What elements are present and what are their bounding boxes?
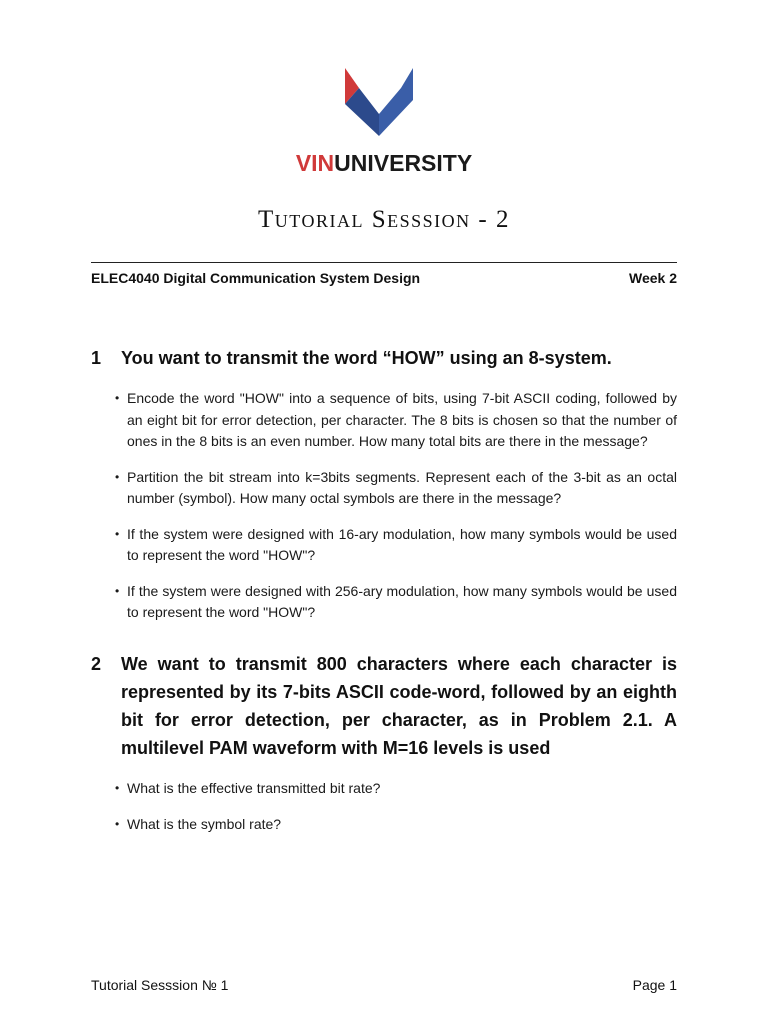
logo-wordmark xyxy=(282,150,486,177)
list-item: • Encode the word "HOW" into a sequence of bits, using 7-bit ASCII coding, followed by an eight bit for error detection, per character. The 8 bits is chosen so that the number of ones in the 8 bits is an even number. How many total bits are there in the message? xyxy=(91,388,677,453)
question-list xyxy=(91,388,677,624)
question-list xyxy=(91,778,677,835)
section-1 xyxy=(91,344,677,624)
page-footer xyxy=(91,977,677,993)
section-2 xyxy=(91,650,677,835)
list-item: • If the system were designed with 16-ary modulation, how many symbols would be used to represent the word "HOW"? xyxy=(91,524,677,567)
list-item: • Partition the bit stream into k=3bits segments. Represent each of the 3-bit as an octal number (symbol). How many octal symbols are there in the message? xyxy=(91,467,677,510)
course-name: ELEC4040 Digital Communication System Design xyxy=(91,270,421,286)
list-item: • What is the effective transmitted bit rate? xyxy=(91,778,677,800)
logo-wordmark-red: VIN xyxy=(295,150,335,176)
section-heading-text: You want to transmit the word “HOW” using an 8-system. xyxy=(121,348,612,368)
list-item: • What is the symbol rate? xyxy=(91,814,677,836)
section-heading xyxy=(91,344,677,372)
logo-chevron-icon xyxy=(337,66,417,138)
university-logo xyxy=(282,62,486,182)
list-item: • If the system were designed with 256-ary modulation, how many symbols would be used to represent the word "HOW"? xyxy=(91,581,677,624)
page-number: Page 1 xyxy=(632,977,677,993)
week-label: Week 2 xyxy=(629,270,677,286)
section-heading xyxy=(91,650,677,762)
header-divider xyxy=(91,262,677,263)
footer-left: Tutorial Sesssion № 1 xyxy=(91,977,229,993)
section-number: 2 xyxy=(91,654,102,674)
section-number: 1 xyxy=(91,348,102,368)
course-header xyxy=(91,270,677,286)
section-heading-text: We want to transmit 800 characters where each character is represented by its 7-bits ASCII code-word, followed by an eighth bit for error detection, per character, as in Problem 2.1. A multilevel PAM waveform with M=16 levels is used xyxy=(121,654,677,758)
logo-wordmark-dark: UNIVERSITY xyxy=(334,150,473,176)
page-title: Tutorial Sesssion - 2 xyxy=(258,206,510,233)
